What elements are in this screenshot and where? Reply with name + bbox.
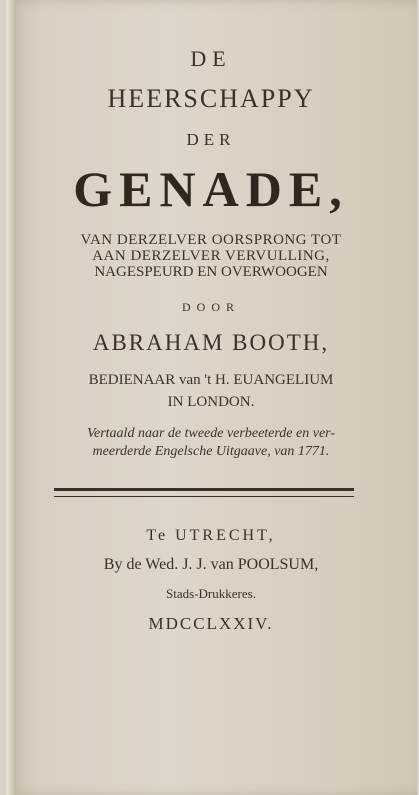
divider-thin	[54, 496, 354, 497]
author-role-line-2: IN LONDON.	[167, 394, 255, 410]
author-name: ABRAHAM BOOTH,	[92, 330, 330, 355]
subtitle-line-2: AAN DERZELVER VERVULLING,	[92, 248, 330, 264]
title-heerschappy: HEERSCHAPPY	[107, 84, 315, 113]
subtitle-line-3: NAGESPEURD EN OVERWOOGEN	[94, 264, 328, 280]
author-role-line-1: BEDIENAAR van 't H. EUANGELIUM	[88, 372, 334, 388]
title-der: DER	[186, 130, 236, 149]
translation-note-line-1: Vertaald naar de tweede verbeeterde en ver-	[87, 426, 335, 441]
title-genade: GENADE,	[73, 161, 349, 217]
book-spine-edge	[6, 0, 16, 795]
subtitle-line-1: VAN DERZELVER OORSPRONG TOT	[80, 232, 342, 248]
imprint-place: Te UTRECHT,	[146, 527, 276, 544]
imprint-role: Stads-Drukkeres.	[166, 586, 256, 601]
door-label: DOOR	[181, 300, 240, 314]
title-page	[6, 0, 417, 795]
title-de: DE	[190, 46, 232, 71]
translation-note-line-2: meerderde Engelsche Uitgaave, van 1771.	[92, 444, 330, 459]
divider-thick	[54, 488, 354, 491]
imprint-year: MDCCLXXIV.	[148, 614, 274, 633]
imprint-printer: By de Wed. J. J. van POOLSUM,	[103, 556, 319, 573]
